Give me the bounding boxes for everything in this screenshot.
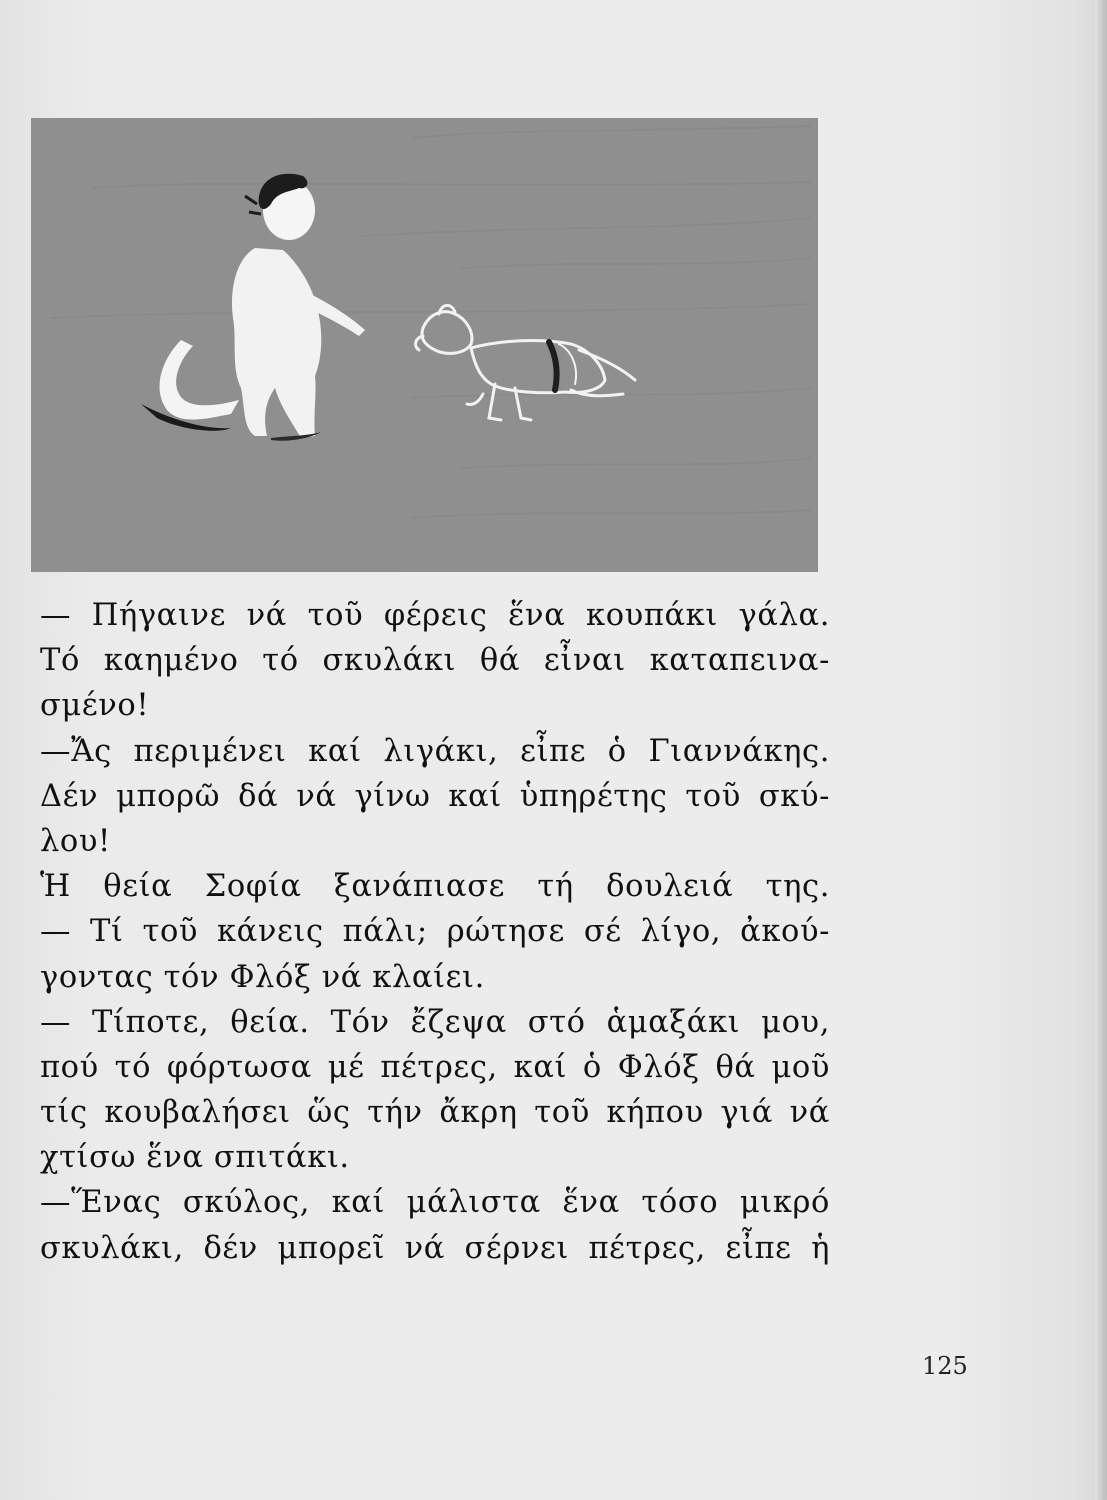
puppy-figure: [416, 305, 635, 420]
text-line: —Ἕνας σκύλος, καί μάλιστα ἕνα τόσο μικρό: [40, 1185, 830, 1221]
text-line: πού τό φόρτωσα μέ πέτρες, καί ὁ Φλόξ θά μοῦ: [40, 1049, 830, 1085]
show-through-texture: [51, 126, 811, 518]
boy-figure: [141, 174, 365, 441]
illustration: [31, 118, 818, 572]
story-text: [40, 593, 830, 1271]
text-line: Τό καημένο τό σκυλάκι θά εἶναι καταπεινα-: [40, 643, 830, 679]
text-line: —Ἄς περιμένει καί λιγάκι, εἶπε ὁ Γιαννάκης.: [40, 733, 830, 769]
text-line: σκυλάκι, δέν μπορεῖ νά σέρνει πέτρες, εἶπε ἡ: [40, 1230, 830, 1266]
page-edge-shadow: [1095, 0, 1107, 1500]
text-line: Ἡ θεία Σοφία ξανάπιασε τή δουλειά της.: [40, 869, 830, 905]
text-line: σμένο!: [40, 688, 150, 724]
text-line: — Πήγαινε νά τοῦ φέρεις ἕνα κουπάκι γάλα.: [40, 598, 830, 633]
text-line: λου!: [40, 823, 111, 859]
text-line: τίς κουβαλήσει ὥς τήν ἄκρη τοῦ κήπου γιά νά: [40, 1095, 830, 1131]
text-line: — Τίποτε, θεία. Τόν ἔζεψα στό ἁμαξάκι μου,: [40, 1004, 830, 1040]
page-number: 125: [922, 1352, 968, 1380]
text-line: — Τί τοῦ κάνεις πάλι; ρώτησε σέ λίγο, ἀκού-: [40, 914, 830, 950]
illustration-drawing: [31, 118, 818, 572]
text-line: γοντας τόν Φλόξ νά κλαίει.: [40, 959, 485, 995]
text-line: Δέν μπορῶ δά νά γίνω καί ὑπηρέτης τοῦ σκύ-: [40, 778, 830, 814]
text-line: χτίσω ἕνα σπιτάκι.: [40, 1140, 350, 1176]
